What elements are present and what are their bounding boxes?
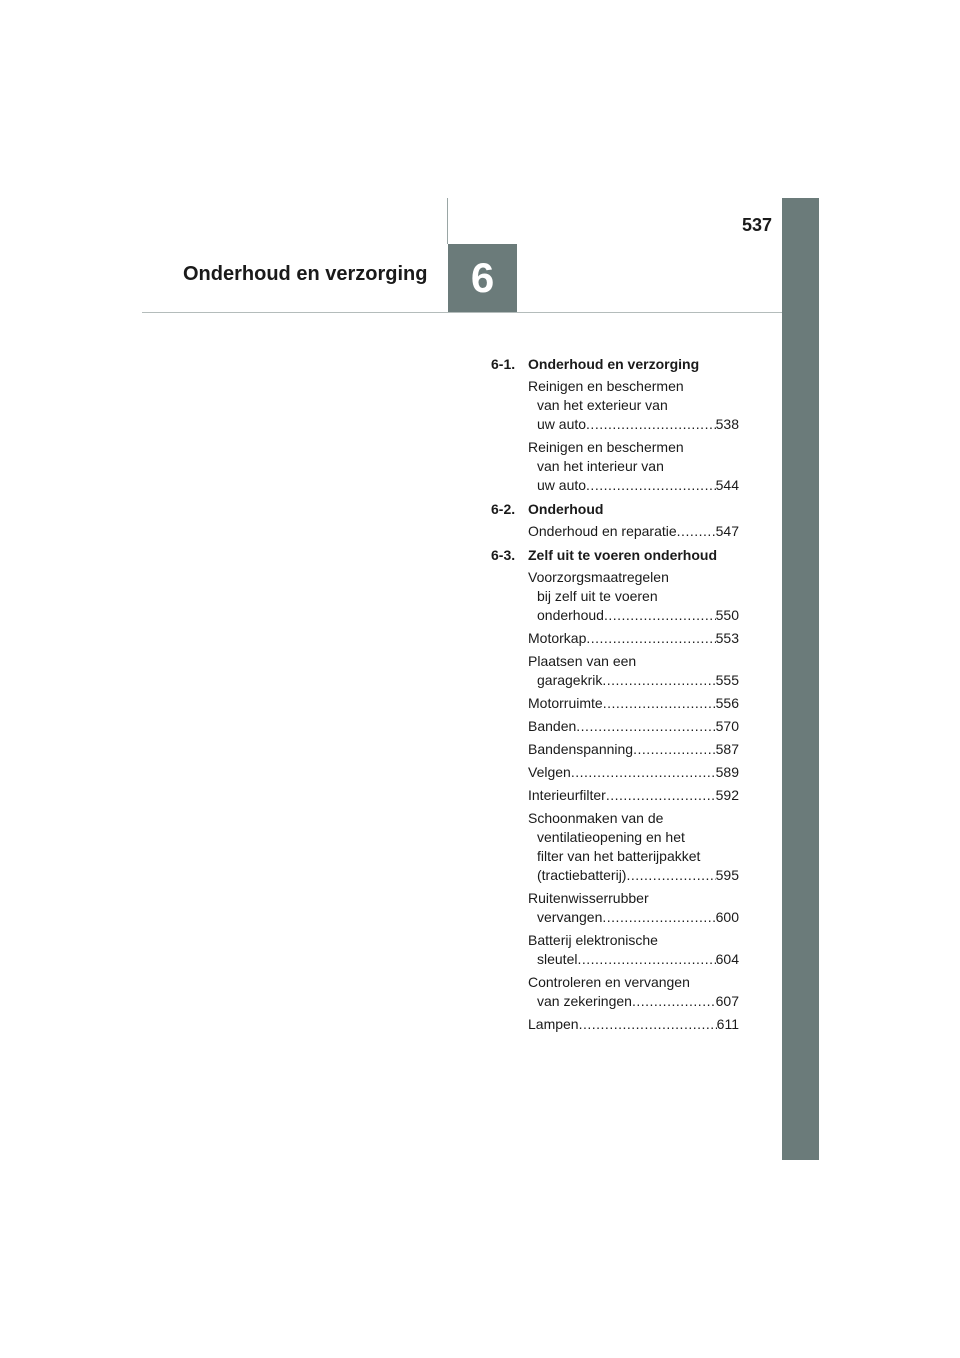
toc-entry-line: Controleren en vervangen <box>528 974 690 990</box>
toc-entry-page: 607 <box>715 993 739 1009</box>
toc-section-heading[interactable] <box>491 500 751 519</box>
toc-section-heading[interactable] <box>491 546 751 565</box>
toc-entry-page: 611 <box>716 1016 739 1032</box>
toc-entry-label: garagekrik <box>537 672 603 688</box>
toc-entry-label: Velgen <box>528 764 571 780</box>
toc-entry-row <box>528 476 739 495</box>
toc-entry-line: Ruitenwisserrubber <box>528 890 649 906</box>
toc-entry-page: 544 <box>715 477 739 493</box>
toc-section-title: Zelf uit te voeren onderhoud <box>528 547 718 563</box>
toc-section <box>491 546 751 1034</box>
toc-entry-label: vervangen <box>537 909 603 925</box>
toc-section-title: Onderhoud <box>528 501 604 517</box>
toc-entry-label: Onderhoud en reparatie <box>528 523 677 539</box>
toc-entry[interactable] <box>528 931 739 969</box>
toc-entry-label: uw auto <box>537 416 587 432</box>
toc-entry[interactable] <box>528 973 739 1011</box>
toc-entry-label: (tractiebatterij) <box>537 867 627 883</box>
toc-section <box>491 500 751 541</box>
chapter-number: 6 <box>470 254 495 301</box>
toc-dot-leader <box>586 476 716 495</box>
toc-dot-leader <box>606 786 716 805</box>
toc-section-title: Onderhoud en verzorging <box>528 356 700 372</box>
header-vertical-rule <box>447 198 448 244</box>
toc-entry-row <box>528 763 739 782</box>
toc-entry-row <box>528 866 739 885</box>
toc-section-number: 6-2. <box>491 501 516 517</box>
toc-entry[interactable] <box>528 438 739 495</box>
toc-entry-page: 587 <box>715 741 739 757</box>
toc-entry-row <box>528 786 739 805</box>
toc-entry-line: filter van het batterijpakket <box>537 848 701 864</box>
toc-section-number: 6-1. <box>491 356 516 372</box>
toc-entry[interactable] <box>528 1015 739 1034</box>
toc-entry-row <box>528 415 739 434</box>
table-of-contents <box>491 355 751 1039</box>
toc-entry-line: van het exterieur van <box>537 397 668 413</box>
toc-entry[interactable] <box>528 809 739 885</box>
toc-entry[interactable] <box>528 568 739 625</box>
toc-entry-row <box>528 908 739 927</box>
toc-dot-leader <box>626 866 715 885</box>
toc-dot-leader <box>579 1015 717 1034</box>
toc-dot-leader <box>604 606 716 625</box>
toc-entry-row <box>528 694 739 713</box>
toc-section-heading[interactable] <box>491 355 751 374</box>
toc-entry-line: Reinigen en beschermen <box>528 378 684 394</box>
toc-entry-page: 555 <box>715 672 739 688</box>
toc-entry-label: Banden <box>528 718 577 734</box>
toc-entry-line: Reinigen en beschermen <box>528 439 684 455</box>
toc-entry[interactable] <box>528 740 739 759</box>
toc-entry[interactable] <box>528 717 739 736</box>
page-number: 537 <box>741 215 772 235</box>
toc-entry-label: onderhoud <box>537 607 604 623</box>
toc-entry-row <box>528 950 739 969</box>
toc-entry-row <box>528 671 739 690</box>
toc-entry[interactable] <box>528 694 739 713</box>
toc-entry-page: 550 <box>715 607 739 623</box>
toc-entry-page: 556 <box>715 695 739 711</box>
toc-entry-page: 570 <box>715 718 739 734</box>
toc-entry-page: 547 <box>715 523 739 539</box>
toc-dot-leader <box>603 694 716 713</box>
toc-dot-leader <box>577 950 715 969</box>
toc-entry-row <box>528 717 739 736</box>
toc-entry-label: Bandenspanning <box>528 741 634 757</box>
toc-entry-label: Interieurfilter <box>528 787 606 803</box>
toc-entry-label: van zekeringen <box>537 993 632 1009</box>
toc-entry-row <box>528 629 739 648</box>
toc-entry-page: 600 <box>715 909 739 925</box>
toc-dot-leader <box>571 763 716 782</box>
toc-entry-label: Lampen <box>528 1016 579 1032</box>
toc-entry[interactable] <box>528 377 739 434</box>
toc-section-number: 6-3. <box>491 547 516 563</box>
toc-entry[interactable] <box>528 652 739 690</box>
toc-entry-row <box>528 1015 739 1034</box>
toc-dot-leader <box>632 992 716 1011</box>
toc-entry[interactable] <box>528 522 739 541</box>
toc-dot-leader <box>677 522 716 541</box>
toc-entry-line: Schoonmaken van de <box>528 810 664 826</box>
toc-dot-leader <box>586 629 715 648</box>
toc-entry-line: Plaatsen van een <box>528 653 637 669</box>
toc-entry-line: bij zelf uit te voeren <box>537 588 658 604</box>
toc-entry-page: 592 <box>715 787 739 803</box>
chapter-title: Onderhoud en verzorging <box>183 263 428 285</box>
toc-entry-label: Motorruimte <box>528 695 603 711</box>
chapter-side-tab <box>782 198 819 1160</box>
toc-entry-label: Motorkap <box>528 630 587 646</box>
toc-section <box>491 355 751 495</box>
toc-dot-leader <box>633 740 716 759</box>
toc-dot-leader <box>602 671 715 690</box>
toc-dot-leader <box>586 415 716 434</box>
toc-entry-page: 589 <box>715 764 739 780</box>
toc-entry-row <box>528 522 739 541</box>
toc-entry-line: Voorzorgsmaatregelen <box>528 569 669 585</box>
toc-entry-label: uw auto <box>537 477 587 493</box>
toc-dot-leader <box>576 717 715 736</box>
toc-entry[interactable] <box>528 889 739 927</box>
header-horizontal-rule <box>142 312 782 313</box>
toc-entry-row <box>528 740 739 759</box>
toc-entry-line: van het interieur van <box>537 458 664 474</box>
toc-entry-line: Batterij elektronische <box>528 932 658 948</box>
toc-entry[interactable] <box>528 786 739 805</box>
toc-entry-page: 595 <box>715 867 739 883</box>
toc-entry[interactable] <box>528 763 739 782</box>
toc-entry-page: 538 <box>715 416 739 432</box>
toc-entry-row <box>528 606 739 625</box>
toc-entry-line: ventilatieopening en het <box>537 829 685 845</box>
toc-entry-page: 604 <box>715 951 739 967</box>
toc-entry-page: 553 <box>715 630 739 646</box>
toc-entry[interactable] <box>528 629 739 648</box>
toc-entry-label: sleutel <box>537 951 578 967</box>
toc-entry-row <box>528 992 739 1011</box>
toc-dot-leader <box>602 908 715 927</box>
chapter-number-box <box>448 244 517 312</box>
